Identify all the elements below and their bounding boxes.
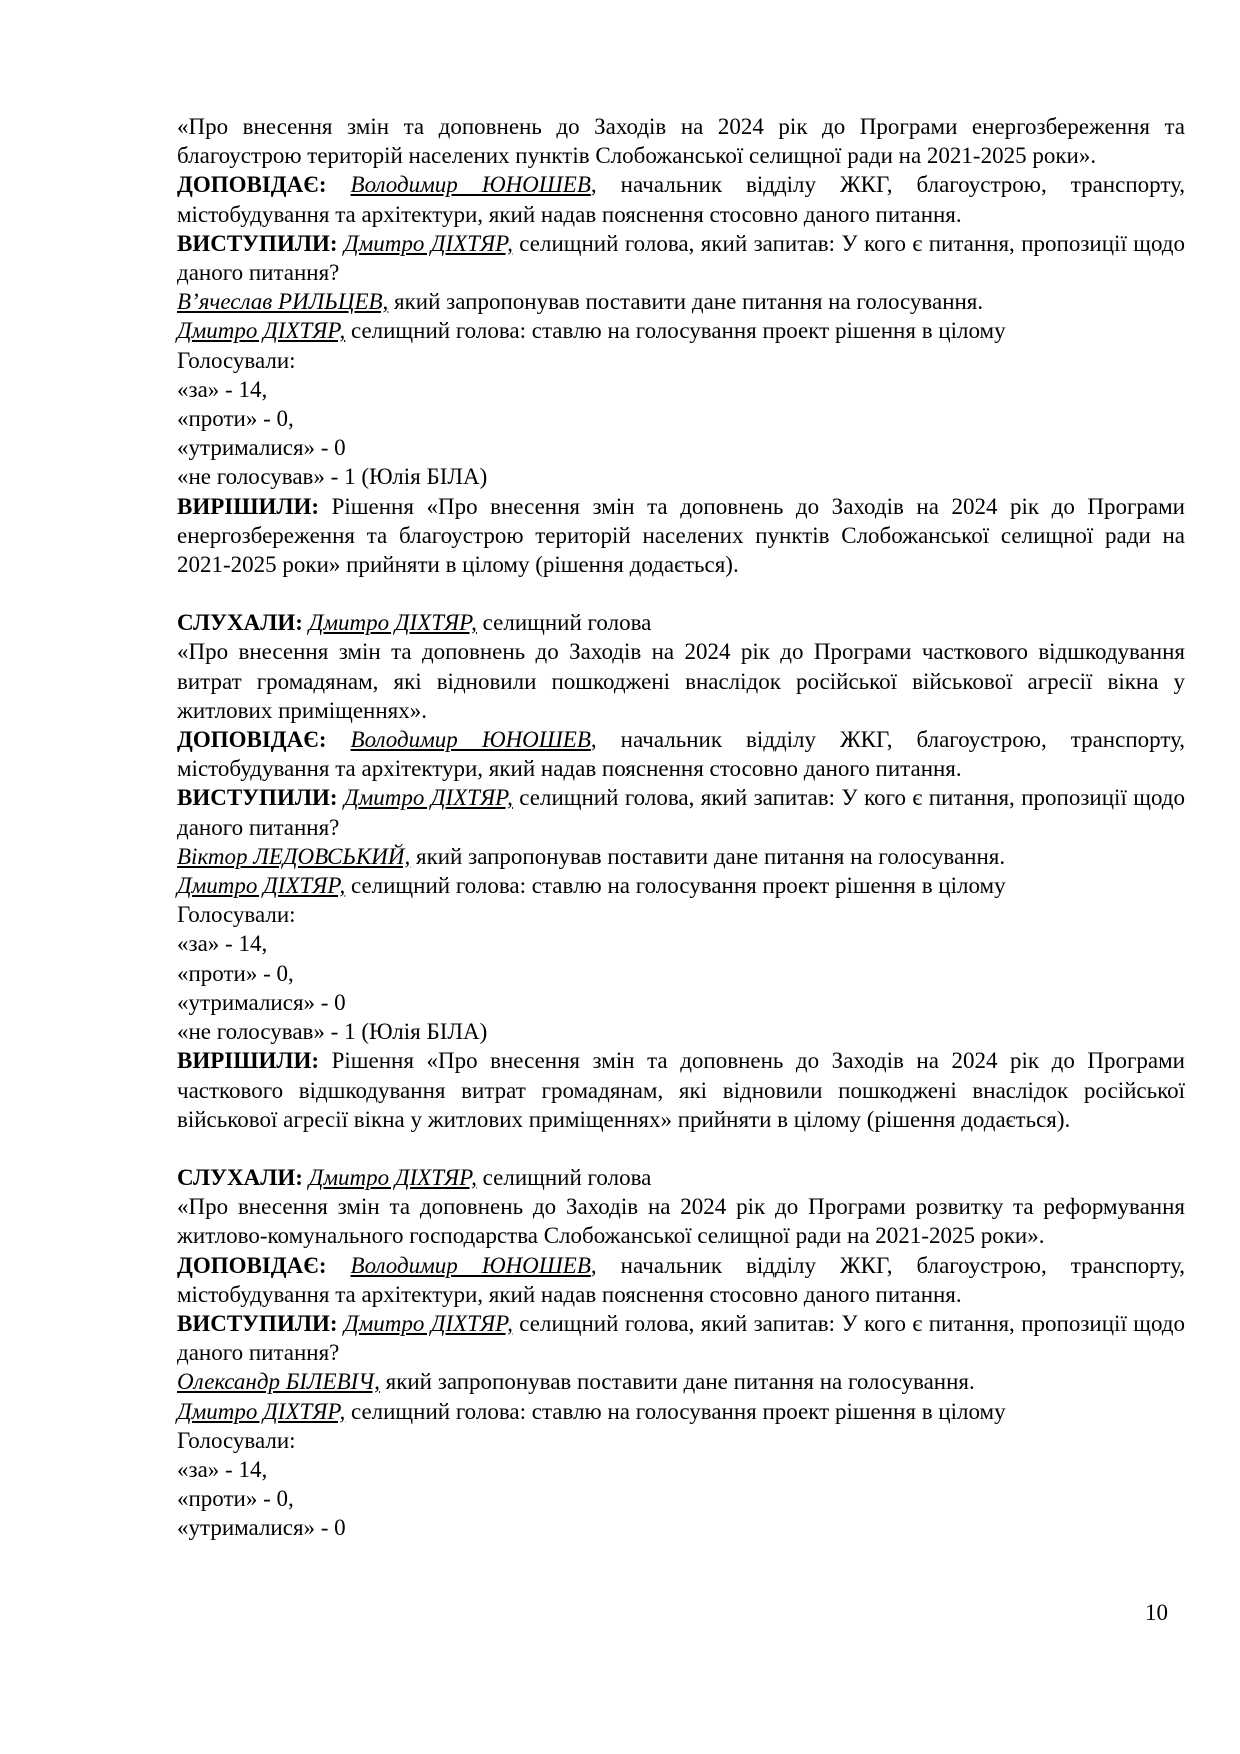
decision-label: ВИРІШИЛИ: bbox=[177, 493, 320, 519]
proposal-line bbox=[177, 842, 1185, 871]
vote-call-text: селищний голова: ставлю на голосування проект рішення в цілому bbox=[345, 1398, 1006, 1424]
speakers-paragraph bbox=[177, 229, 1185, 287]
vote-call-text: селищний голова: ставлю на голосування проект рішення в цілому bbox=[345, 873, 1006, 899]
reporter-name: Володимир ЮНОШЕВ bbox=[350, 1252, 591, 1278]
heard-label: СЛУХАЛИ: bbox=[177, 1164, 303, 1190]
vote-call-line bbox=[177, 316, 1185, 345]
vote-for: «за» - 14, bbox=[177, 931, 268, 957]
decision-paragraph bbox=[177, 1046, 1185, 1134]
chair-name: Дмитро ДІХТЯР, bbox=[177, 1398, 346, 1424]
heard-label: СЛУХАЛИ: bbox=[177, 610, 303, 636]
vote-for: «за» - 14, bbox=[177, 1456, 268, 1482]
vote-abstain: «утрималися» - 0 bbox=[177, 1515, 346, 1541]
proposal-text: який запропонував поставити дане питання на голосування. bbox=[379, 1369, 975, 1395]
page-number: 10 bbox=[1145, 1600, 1168, 1625]
vote-against: «проти» - 0, bbox=[177, 960, 294, 986]
heard-text: селищний голова bbox=[476, 1164, 652, 1190]
speaker-name: Дмитро ДІХТЯР, bbox=[343, 1310, 513, 1336]
heard-name: Дмитро ДІХТЯР, bbox=[308, 610, 477, 636]
voted-label: Голосували: bbox=[177, 902, 296, 928]
proposer-name: В’ячеслав РИЛЬЦЕВ, bbox=[177, 289, 389, 315]
chair-name: Дмитро ДІХТЯР, bbox=[177, 318, 346, 344]
reporter-label: ДОПОВІДАЄ: bbox=[177, 172, 327, 198]
heard-name: Дмитро ДІХТЯР, bbox=[308, 1164, 477, 1190]
vote-against: «проти» - 0, bbox=[177, 1486, 294, 1512]
reporter-text: , начальник відділу ЖКГ, благоустрою, транспорту, містобудування та архітектури, який надав пояснення стосовно даного питання. bbox=[177, 172, 1186, 227]
decision-paragraph bbox=[177, 492, 1185, 580]
vote-call-line bbox=[177, 871, 1185, 900]
proposal-text: який запропонував поставити дане питання на голосування. bbox=[410, 843, 1006, 869]
reporter-paragraph bbox=[177, 725, 1185, 783]
decision-label: ВИРІШИЛИ: bbox=[177, 1048, 320, 1074]
speaker-text: селищний голова, який запитав: У кого є питання, пропозиції щодо даного питання? bbox=[177, 1310, 1186, 1366]
speakers-label: ВИСТУПИЛИ: bbox=[177, 1310, 338, 1336]
speakers-paragraph bbox=[177, 783, 1185, 841]
proposal-line bbox=[177, 1367, 1185, 1396]
reporter-name: Володимир ЮНОШЕВ bbox=[350, 172, 591, 198]
vote-not-voted: «не голосував» - 1 (Юлія БІЛА) bbox=[177, 1019, 488, 1045]
reporter-label: ДОПОВІДАЄ: bbox=[177, 1252, 327, 1278]
chair-name: Дмитро ДІХТЯР, bbox=[177, 873, 346, 899]
proposer-name: Олександр БІЛЕВІЧ, bbox=[177, 1369, 380, 1395]
reporter-text: , начальник відділу ЖКГ, благоустрою, транспорту, містобудування та архітектури, який надав пояснення стосовно даного питання. bbox=[177, 727, 1186, 782]
speakers-label: ВИСТУПИЛИ: bbox=[177, 230, 338, 256]
speaker-name: Дмитро ДІХТЯР, bbox=[343, 230, 513, 256]
agenda-item-title: «Про внесення змін та доповнень до Заходів на 2024 рік до Програми розвитку та реформування житлово-комунального господарства Слобожанської селищної ради на 2021-2025 роки». bbox=[177, 1194, 1185, 1249]
speaker-text: селищний голова, який запитав: У кого є питання, пропозиції щодо даного питання? bbox=[177, 785, 1186, 840]
voted-label: Голосували: bbox=[177, 347, 296, 373]
vote-call-line bbox=[177, 1397, 1185, 1426]
vote-against: «проти» - 0, bbox=[177, 406, 294, 432]
heard-text: селищний голова bbox=[476, 610, 652, 636]
agenda-item-title: «Про внесення змін та доповнень до Заходів на 2024 рік до Програми часткового відшкодування витрат громадянам, які відновили пошкоджені внаслідок російської військової агресії вікна у житлових приміщеннях». bbox=[177, 639, 1185, 723]
speakers-label: ВИСТУПИЛИ: bbox=[177, 785, 338, 811]
speakers-paragraph bbox=[177, 1309, 1185, 1367]
vote-not-voted: «не голосував» - 1 (Юлія БІЛА) bbox=[177, 464, 488, 490]
vote-abstain: «утрималися» - 0 bbox=[177, 989, 346, 1015]
heard-line bbox=[177, 1163, 1185, 1192]
vote-for: «за» - 14, bbox=[177, 376, 268, 402]
voted-label: Голосували: bbox=[177, 1427, 296, 1453]
reporter-paragraph bbox=[177, 1251, 1185, 1309]
document-page bbox=[177, 112, 1185, 1543]
decision-text: Рішення «Про внесення змін та доповнень до Заходів на 2024 рік до Програми часткового відшкодування витрат громадянам, які відновили пошкоджені внаслідок російської військової агресії вікна у житлових приміщеннях» прийняти в цілому (рішення додається). bbox=[177, 1048, 1185, 1132]
speaker-text: селищний голова, який запитав: У кого є питання, пропозиції щодо даного питання? bbox=[177, 230, 1186, 286]
section-gap bbox=[177, 579, 1185, 608]
proposal-text: який запропонував поставити дане питання на голосування. bbox=[388, 289, 984, 315]
reporter-paragraph bbox=[177, 170, 1185, 228]
heard-line bbox=[177, 608, 1185, 637]
section-gap bbox=[177, 1134, 1185, 1163]
agenda-item-title: «Про внесення змін та доповнень до Заходів на 2024 рік до Програми енергозбереження та благоустрою територій населених пунктів Слобожанської селищної ради на 2021-2025 роки». bbox=[177, 114, 1185, 169]
reporter-label: ДОПОВІДАЄ: bbox=[177, 727, 327, 753]
vote-abstain: «утрималися» - 0 bbox=[177, 435, 346, 461]
proposer-name: Віктор ЛЕДОВСЬКИЙ, bbox=[177, 843, 411, 869]
reporter-name: Володимир ЮНОШЕВ bbox=[350, 727, 591, 753]
decision-text: Рішення «Про внесення змін та доповнень до Заходів на 2024 рік до Програми енергозбереження та благоустрою територій населених пунктів Слобожанської селищної ради на 2021-2025 роки» прийняти в цілому (рішення додається). bbox=[177, 493, 1185, 578]
proposal-line bbox=[177, 287, 1185, 316]
reporter-text: , начальник відділу ЖКГ, благоустрою, транспорту, містобудування та архітектури, який надав пояснення стосовно даного питання. bbox=[177, 1252, 1186, 1307]
speaker-name: Дмитро ДІХТЯР, bbox=[343, 785, 513, 811]
vote-call-text: селищний голова: ставлю на голосування проект рішення в цілому bbox=[345, 318, 1006, 344]
